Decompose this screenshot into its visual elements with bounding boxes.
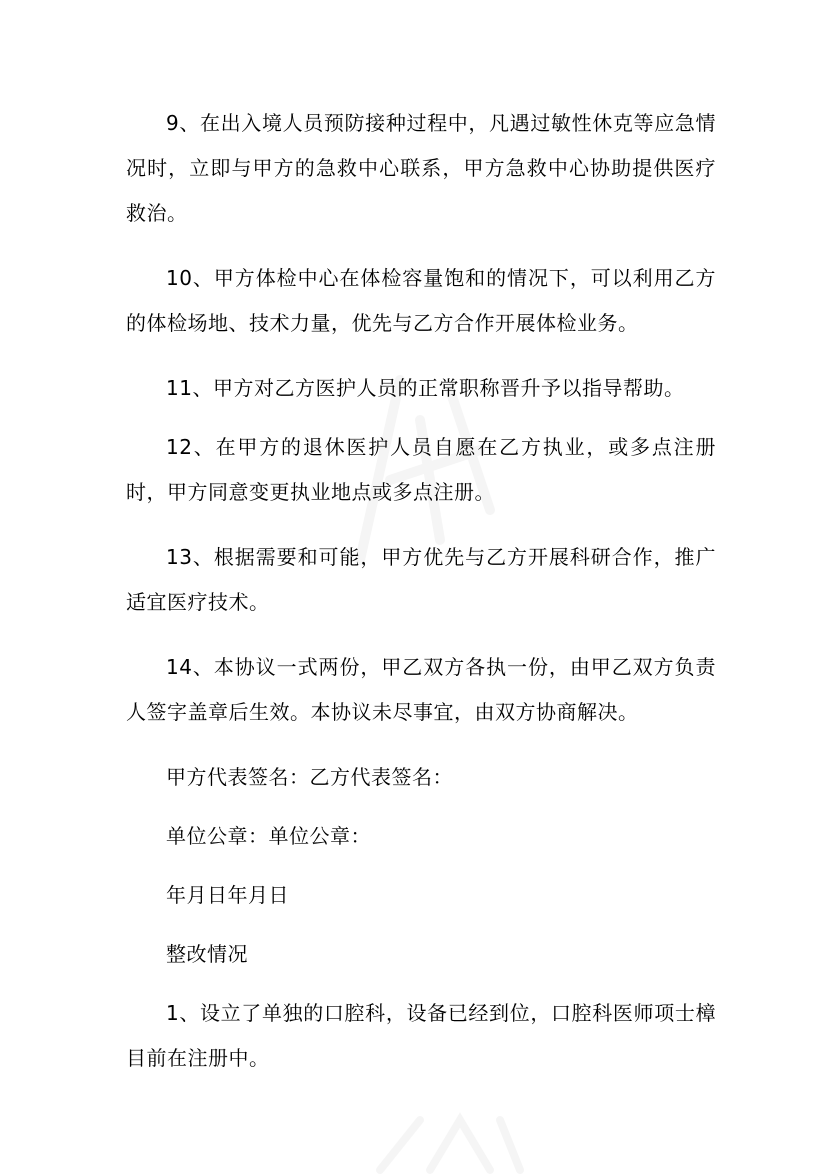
signature-line: 甲方代表签名：乙方代表签名： <box>166 765 453 789</box>
clause-11: 11、甲方对乙方医护人员的正常职称晋升予以指导帮助。 <box>166 376 685 400</box>
clause-12: 12、在甲方的退休医护人员自愿在乙方执业，或多点注册时，甲方同意变更执业地点或多点注册。 <box>126 435 716 504</box>
rectification-item-1: 1、设立了单独的口腔科，设备已经到位，口腔科医师项士樟目前在注册中。 <box>126 1001 716 1070</box>
clause-9: 9、在出入境人员预防接种过程中，凡遇过敏性休克等应急情况时，立即与甲方的急救中心联系，甲方急救中心协助提供医疗救治。 <box>126 111 716 225</box>
watermark-bottom-graphic <box>360 1110 530 1174</box>
clause-13: 13、根据需要和可能，甲方优先与乙方开展科研合作，推广适宜医疗技术。 <box>126 545 716 614</box>
clause-10: 10、甲方体检中心在体检容量饱和的情况下，可以利用乙方的体检场地、技术力量，优先与乙方合作开展体检业务。 <box>126 266 716 335</box>
seal-line: 单位公章：单位公章： <box>166 824 371 848</box>
section-heading-rectification: 整改情况 <box>166 942 248 966</box>
clause-14: 14、本协议一式两份，甲乙双方各执一份，由甲乙双方负责人签字盖章后生效。本协议未尽事宜，由双方协商解决。 <box>126 655 716 724</box>
document-body <box>126 101 716 1101</box>
date-line: 年月日年月日 <box>166 883 289 907</box>
